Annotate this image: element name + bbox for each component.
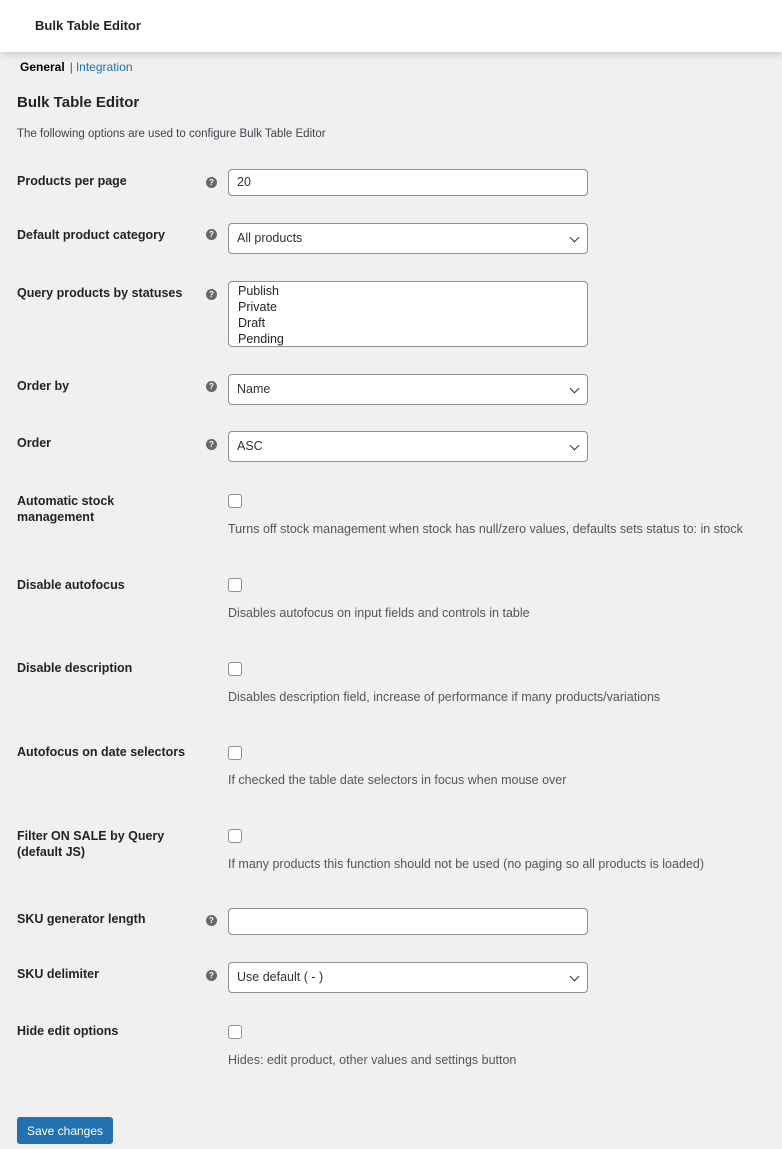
chevron-down-icon	[570, 972, 580, 982]
status-option[interactable]: Private	[238, 300, 277, 314]
sku-delimiter-select[interactable]	[228, 962, 588, 993]
tab-integration[interactable]: Integration	[75, 60, 133, 74]
sku-length-input[interactable]	[228, 908, 588, 935]
status-option[interactable]: Pending	[238, 332, 284, 346]
sku-length-label: SKU generator length	[17, 912, 146, 926]
selected-value: All products	[237, 231, 303, 245]
order-by-select[interactable]	[228, 374, 588, 405]
top-bar	[0, 0, 782, 52]
disable-description-checkbox[interactable]	[228, 662, 242, 676]
order-select[interactable]	[228, 431, 588, 462]
default-category-label: Default product category	[17, 228, 165, 242]
autofocus-date-checkbox[interactable]	[228, 746, 242, 760]
statuses-listbox[interactable]	[228, 281, 588, 347]
order-label: Order	[17, 436, 52, 450]
chevron-down-icon	[570, 441, 580, 451]
hide-edit-label: Hide edit options	[17, 1024, 119, 1038]
tab-separator: |	[69, 60, 73, 74]
hide-edit-checkbox[interactable]	[228, 1025, 242, 1039]
filter-on-sale-checkbox[interactable]	[228, 829, 242, 843]
products-per-page-label: Products per page	[17, 174, 127, 188]
selected-value: ASC	[237, 439, 263, 453]
selected-value: Name	[237, 382, 271, 396]
disable-description-label: Disable description	[17, 661, 133, 675]
auto-stock-label: Automatic stock management	[17, 494, 115, 524]
autofocus-date-description: If checked the table date selectors in focus when mouse over	[228, 773, 567, 787]
help-icon[interactable]: ?	[206, 439, 217, 450]
disable-description-description: Disables description field, increase of performance if many products/variations	[228, 690, 661, 704]
help-icon[interactable]: ?	[206, 915, 217, 926]
selected-value: Use default ( - )	[237, 970, 324, 984]
statuses-label: Query products by statuses	[17, 286, 183, 300]
order-by-label: Order by	[17, 379, 70, 393]
help-icon[interactable]: ?	[206, 970, 217, 981]
chevron-down-icon	[570, 384, 580, 394]
disable-autofocus-label: Disable autofocus	[17, 578, 125, 592]
chevron-down-icon	[570, 233, 580, 243]
default-category-select[interactable]	[228, 223, 588, 254]
app-title: Bulk Table Editor	[35, 18, 141, 33]
filter-on-sale-description: If many products this function should not be used (no paging so all products is loaded)	[228, 857, 704, 871]
tabs	[20, 60, 133, 74]
products-per-page-input[interactable]: 20	[228, 169, 588, 196]
disable-autofocus-checkbox[interactable]	[228, 578, 242, 592]
filter-on-sale-label: Filter ON SALE by Query (default JS)	[17, 829, 165, 859]
save-changes-button[interactable]: Save changes	[17, 1117, 113, 1144]
auto-stock-description: Turns off stock management when stock has null/zero values, defaults sets status to: in stock	[228, 522, 743, 536]
disable-autofocus-description: Disables autofocus on input fields and controls in table	[228, 606, 530, 620]
auto-stock-checkbox[interactable]	[228, 494, 242, 508]
hide-edit-description: Hides: edit product, other values and settings button	[228, 1053, 517, 1067]
autofocus-date-label: Autofocus on date selectors	[17, 745, 186, 759]
help-icon[interactable]: ?	[206, 381, 217, 392]
sku-delimiter-label: SKU delimiter	[17, 967, 99, 981]
help-icon[interactable]: ?	[206, 229, 217, 240]
section-intro: The following options are used to configure Bulk Table Editor	[17, 128, 326, 140]
section-title: Bulk Table Editor	[17, 94, 140, 111]
status-option[interactable]: Draft	[238, 316, 266, 330]
status-option[interactable]: Publish	[238, 284, 279, 298]
help-icon[interactable]: ?	[206, 177, 217, 188]
tab-general[interactable]: General	[20, 60, 65, 74]
help-icon[interactable]: ?	[206, 289, 217, 300]
